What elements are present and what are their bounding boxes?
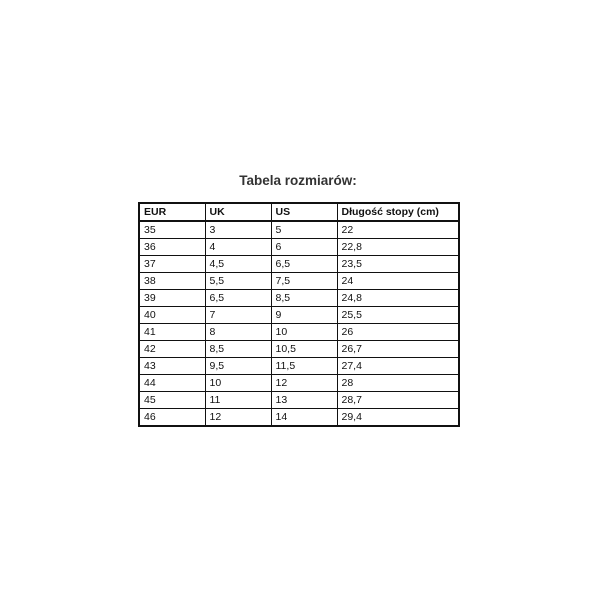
table-row: [139, 290, 459, 307]
cell-eur: 41: [139, 324, 205, 341]
column-header-eur: EUR: [139, 203, 205, 221]
table-row: [139, 256, 459, 273]
cell-us: 6,5: [271, 256, 337, 273]
cell-uk: 6,5: [205, 290, 271, 307]
cell-uk: 8,5: [205, 341, 271, 358]
table-row: [139, 307, 459, 324]
cell-us: 8,5: [271, 290, 337, 307]
table-row: [139, 409, 459, 427]
cell-us: 5: [271, 221, 337, 239]
table-row: [139, 341, 459, 358]
table-row: [139, 221, 459, 239]
cell-eur: 38: [139, 273, 205, 290]
cell-uk: 10: [205, 375, 271, 392]
cell-uk: 7: [205, 307, 271, 324]
column-header-foot-length: Długość stopy (cm): [337, 203, 459, 221]
cell-us: 7,5: [271, 273, 337, 290]
cell-eur: 40: [139, 307, 205, 324]
cell-us: 10,5: [271, 341, 337, 358]
cell-foot-length: 25,5: [337, 307, 459, 324]
cell-eur: 39: [139, 290, 205, 307]
cell-foot-length: 24: [337, 273, 459, 290]
cell-foot-length: 26: [337, 324, 459, 341]
column-header-us: US: [271, 203, 337, 221]
table-row: [139, 239, 459, 256]
cell-uk: 9,5: [205, 358, 271, 375]
cell-foot-length: 22: [337, 221, 459, 239]
cell-us: 12: [271, 375, 337, 392]
cell-eur: 46: [139, 409, 205, 427]
cell-eur: 45: [139, 392, 205, 409]
table-row: [139, 324, 459, 341]
cell-foot-length: 28: [337, 375, 459, 392]
cell-eur: 43: [139, 358, 205, 375]
table-row: [139, 273, 459, 290]
cell-eur: 44: [139, 375, 205, 392]
cell-eur: 36: [139, 239, 205, 256]
cell-us: 10: [271, 324, 337, 341]
cell-uk: 4,5: [205, 256, 271, 273]
cell-foot-length: 29,4: [337, 409, 459, 427]
cell-eur: 37: [139, 256, 205, 273]
cell-us: 13: [271, 392, 337, 409]
table-row: [139, 358, 459, 375]
cell-foot-length: 23,5: [337, 256, 459, 273]
cell-foot-length: 28,7: [337, 392, 459, 409]
table-row: [139, 375, 459, 392]
table-row: [139, 392, 459, 409]
table-body: [139, 221, 459, 426]
column-header-uk: UK: [205, 203, 271, 221]
cell-uk: 5,5: [205, 273, 271, 290]
cell-uk: 8: [205, 324, 271, 341]
cell-foot-length: 22,8: [337, 239, 459, 256]
cell-us: 11,5: [271, 358, 337, 375]
cell-us: 14: [271, 409, 337, 427]
cell-uk: 4: [205, 239, 271, 256]
cell-uk: 3: [205, 221, 271, 239]
cell-foot-length: 27,4: [337, 358, 459, 375]
cell-eur: 42: [139, 341, 205, 358]
cell-foot-length: 24,8: [337, 290, 459, 307]
cell-uk: 11: [205, 392, 271, 409]
cell-eur: 35: [139, 221, 205, 239]
page-title: Tabela rozmiarów:: [239, 173, 357, 188]
cell-us: 6: [271, 239, 337, 256]
cell-foot-length: 26,7: [337, 341, 459, 358]
size-chart-table: [138, 202, 460, 427]
cell-us: 9: [271, 307, 337, 324]
cell-uk: 12: [205, 409, 271, 427]
table-header-row: [139, 203, 459, 221]
